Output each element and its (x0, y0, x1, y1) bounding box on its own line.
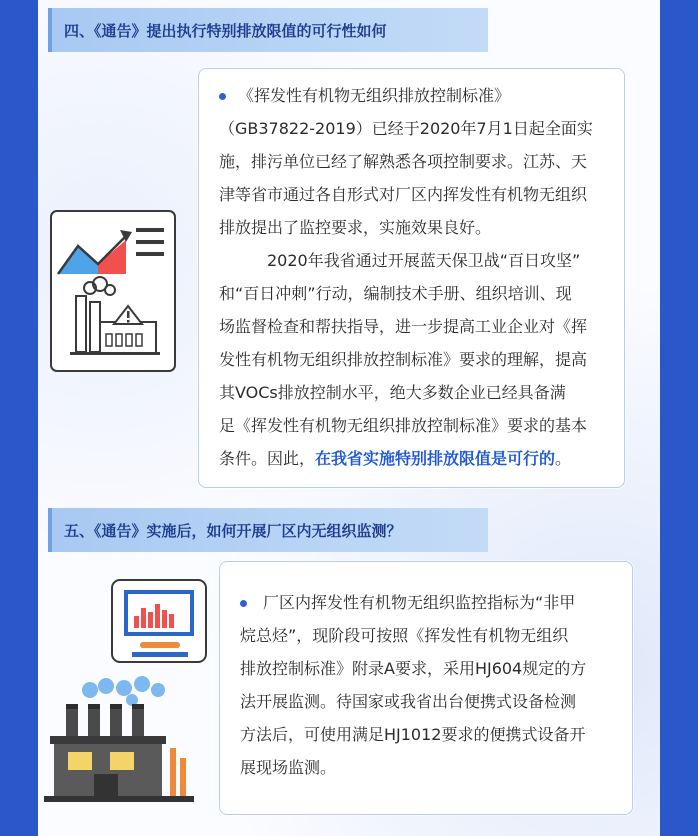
section4-line-6: 2020年我省通过开展蓝天保卫战“百日攻坚” (267, 251, 581, 270)
section4-line-5: 排放提出了监控要求，实施效果良好。 (219, 218, 492, 237)
section5-line-6: 展现场监测。 (240, 758, 337, 777)
section5-line-3: 排放控制标准》附录A要求，采用HJ604规定的方 (240, 659, 587, 678)
section4-line-2: （GB37822-2019）已经于2020年7月1日起全面实 (219, 119, 593, 138)
section5-heading-text: 五、《通告》实施后，如何开展厂区内无组织监测？ (64, 521, 402, 540)
section4-line-4: 津等省市通过各自形式对厂区内挥发性有机物无组织 (219, 185, 588, 204)
section5-line-1: 厂区内挥发性有机物无组织监控指标为“非甲 (240, 586, 586, 619)
section4-line-1: 《挥发性有机物无组织排放控制标准》 (219, 79, 593, 112)
section4-line-3: 施，排污单位已经了解熟悉各项控制要求。江苏、天 (219, 152, 588, 171)
section5-heading (48, 508, 488, 552)
report-chart-icon (50, 210, 176, 372)
section5-line-5: 方法后，可使用满足HJ1012要求的便携式设备开 (240, 725, 586, 744)
section4-line-7: 和“百日冲刺”行动，编制技术手册、组织培训、现 (219, 284, 572, 303)
section4-line-12: 条件。因此，在我省实施特别排放限值是可行的。 (219, 449, 572, 468)
section4-card (198, 68, 625, 488)
section5-line-4: 法开展监测。待国家或我省出台便携式设备检测 (240, 692, 577, 711)
section4-line-11: 足《挥发性有机物无组织排放控制标准》要求的基本 (219, 416, 588, 435)
section4-heading (48, 8, 488, 52)
section5-card (219, 561, 633, 815)
section4-line-8: 场监督检查和帮扶指导，进一步提高工业企业对《挥 (219, 317, 588, 336)
bullet-icon (219, 93, 226, 100)
conclusion-highlight: 在我省实施特别排放限值是可行的 (315, 449, 556, 468)
bullet-icon (240, 600, 247, 607)
section4-heading-text: 四、《通告》提出执行特别排放限值的可行性如何 (64, 21, 387, 40)
section5-line-2: 烷总烃”，现阶段可按照《挥发性有机物无组织 (240, 626, 569, 645)
monitor-factory-icon (40, 578, 210, 806)
section4-line-10: 其VOCs排放控制水平，绝大多数企业已经具备满 (219, 383, 566, 402)
section4-line-9: 发性有机物无组织排放控制标准》要求的理解，提高 (219, 350, 588, 369)
